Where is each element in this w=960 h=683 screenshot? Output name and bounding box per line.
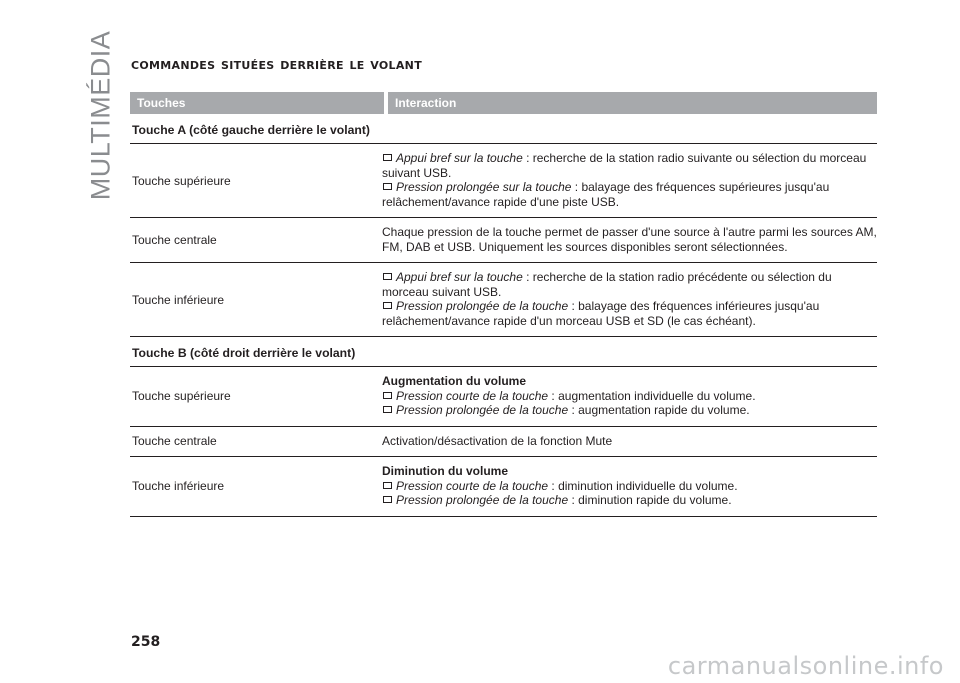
press-result: : diminution individuelle du volume. [548, 478, 738, 493]
section-heading: Touche B (côté droit derrière le volant) [130, 337, 877, 367]
interaction-text: Activation/désactivation de la fonction Mute [382, 433, 613, 448]
press-result: : balayage des fréquences inférieures jusqu'au relâchement/avance rapide d'un morceau USB et SD (le cas échéant). [382, 299, 820, 328]
press-type: Appui bref sur la touche [396, 270, 523, 284]
header-touches: Touches [130, 92, 384, 114]
table-row [130, 263, 877, 337]
key-name: Touche supérieure [132, 173, 231, 188]
key-name: Touche centrale [132, 434, 217, 449]
interaction-text: Chaque pression de la touche permet de passer d'une source à l'autre parmi les sources AM, FM, DAB et USB. Uniquement les sources disponibles seront sélectionnées. [382, 225, 877, 254]
press-type: Pression courte de la touche [396, 478, 549, 493]
press-type: Appui bref sur la touche [396, 151, 523, 165]
interaction-cell [382, 218, 877, 262]
chapter-side-label-text: MULTIMÉDIA [85, 30, 116, 200]
button-press-icon [383, 273, 392, 280]
interaction-cell [382, 427, 877, 457]
header-interaction: Interaction [388, 92, 877, 114]
key-name: Touche inférieure [132, 292, 225, 307]
key-name: Touche supérieure [132, 389, 231, 404]
chapter-side-label [84, 30, 118, 200]
press-result: : augmentation individuelle du volume. [548, 388, 756, 403]
press-result: : recherche de la station radio suivante ou sélection du morceau suivant USB. [382, 151, 867, 180]
press-type: Pression prolongée sur la touche [396, 180, 572, 194]
interaction-cell [382, 457, 877, 516]
button-press-icon [383, 302, 392, 309]
button-press-icon [383, 183, 392, 190]
key-name: Touche inférieure [132, 479, 225, 494]
interaction-cell [382, 144, 877, 217]
table-row [130, 457, 877, 517]
interaction-cell [382, 367, 877, 426]
action-title: Diminution du volume [382, 464, 508, 478]
interaction-entry [382, 299, 877, 328]
press-result: : balayage des fréquences supérieures jusqu'au relâchement/avance rapide d'une piste USB. [382, 180, 830, 209]
press-type: Pression courte de la touche [396, 388, 549, 403]
interaction-entry [382, 403, 877, 418]
press-result: : recherche de la station radio précédente ou sélection du morceau suivant USB. [382, 270, 832, 299]
table-row [130, 427, 877, 458]
interaction-entry [382, 151, 877, 180]
section-heading: Touche A (côté gauche derrière le volant) [130, 114, 877, 144]
button-press-icon [383, 482, 392, 489]
button-press-icon [383, 496, 392, 503]
table-header [130, 92, 877, 114]
watermark: carmanualsonline.info [667, 652, 944, 680]
interaction-entry [382, 389, 877, 404]
page-title: commandes situées derrière le volant [131, 55, 422, 73]
interaction-entry [382, 479, 877, 494]
interaction-cell [382, 263, 877, 336]
interaction-entry [382, 270, 877, 299]
button-press-icon [383, 392, 392, 399]
press-type: Pression prolongée de la touche [396, 403, 569, 417]
button-press-icon [383, 406, 392, 413]
key-name: Touche centrale [132, 233, 217, 247]
action-title: Augmentation du volume [382, 374, 526, 388]
press-result: : augmentation rapide du volume. [568, 403, 750, 417]
controls-table [130, 92, 877, 517]
table-row [130, 367, 877, 427]
table-row [130, 218, 877, 263]
interaction-entry [382, 493, 877, 508]
press-type: Pression prolongée de la touche [396, 493, 569, 507]
table-body [130, 114, 877, 517]
press-type: Pression prolongée de la touche [396, 299, 569, 313]
table-row [130, 144, 877, 218]
button-press-icon [383, 154, 392, 161]
press-result: : diminution rapide du volume. [568, 493, 732, 507]
interaction-entry [382, 180, 877, 209]
page-number: 258 [131, 634, 161, 650]
